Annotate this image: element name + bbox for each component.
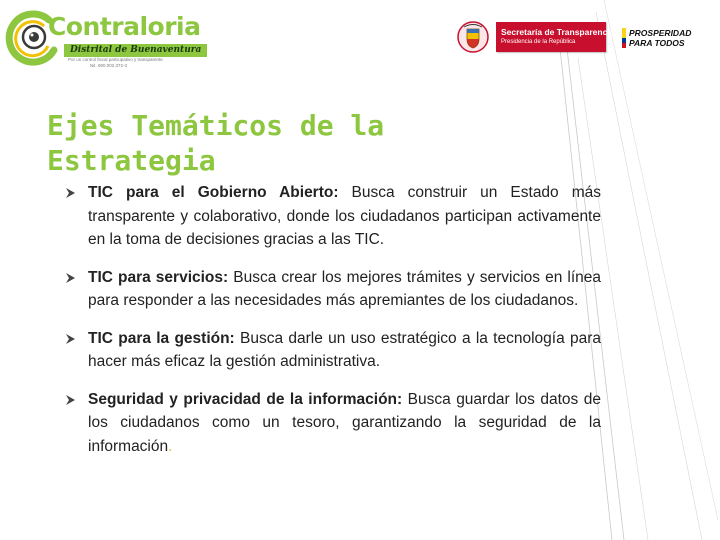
- prosperidad-line1: PROSPERIDAD: [629, 28, 692, 38]
- colombia-flag-icon: [622, 28, 626, 48]
- bullet-heading: TIC para el Gobierno Abierto:: [88, 184, 339, 201]
- arrow-bullet-icon: [65, 333, 76, 345]
- bullet-text: Busca guardar los datos de los ciudadanos como un tesoro, garantizando la seguridad de la información: [88, 390, 601, 455]
- arrow-bullet-icon: [65, 394, 76, 406]
- prosperidad-line2: PARA TODOS: [629, 38, 685, 48]
- arrow-bullet-icon: [65, 272, 76, 284]
- transparencia-title: Secretaría de Transparencia: [501, 27, 615, 37]
- contraloria-logo: [4, 6, 204, 72]
- transparencia-banner: [496, 22, 615, 52]
- transparencia-logo: [454, 18, 615, 56]
- bullet-text: Busca darle un uso estratégico a la tecnología para hacer más eficaz la gestión administrativa.: [88, 329, 601, 370]
- bullet-text: Busca crear los mejores trámites y servicios en línea para responder a las necesidades más apremiantes de los ciudadanos.: [88, 268, 601, 309]
- bullet-item: [65, 266, 601, 313]
- bullet-trail: .: [168, 437, 173, 455]
- bullet-item: [65, 181, 601, 252]
- bullet-item: [65, 388, 601, 459]
- bullet-heading: Seguridad y privacidad de la información:: [88, 390, 403, 408]
- contraloria-subtitle: Distrital de Buenaventura: [64, 44, 207, 57]
- transparencia-subtitle: Presidencia de la República: [501, 39, 576, 45]
- colombia-shield-icon: [456, 20, 490, 54]
- bullet-item: [65, 327, 601, 374]
- contraloria-tagline: Por un control fiscal participativo y transparente: [68, 57, 163, 62]
- prosperidad-text: [629, 28, 691, 48]
- bullet-heading: TIC para la gestión:: [88, 329, 235, 347]
- bullet-list: [65, 181, 601, 458]
- slide-title: Ejes Temáticos de la Estrategia: [47, 109, 385, 177]
- bullet-heading: TIC para servicios:: [88, 268, 229, 286]
- bullet-text: Busca construir un Estado más transparente y colaborativo, donde los ciudadanos participan activamente en la toma de decisiones gracias a las TIC.: [88, 184, 601, 248]
- prosperidad-logo: [622, 26, 714, 50]
- contraloria-nit: Nit. 900.002.372-3: [90, 63, 128, 68]
- contraloria-wordmark: Contraloria: [48, 12, 201, 41]
- arrow-bullet-icon: [65, 187, 76, 199]
